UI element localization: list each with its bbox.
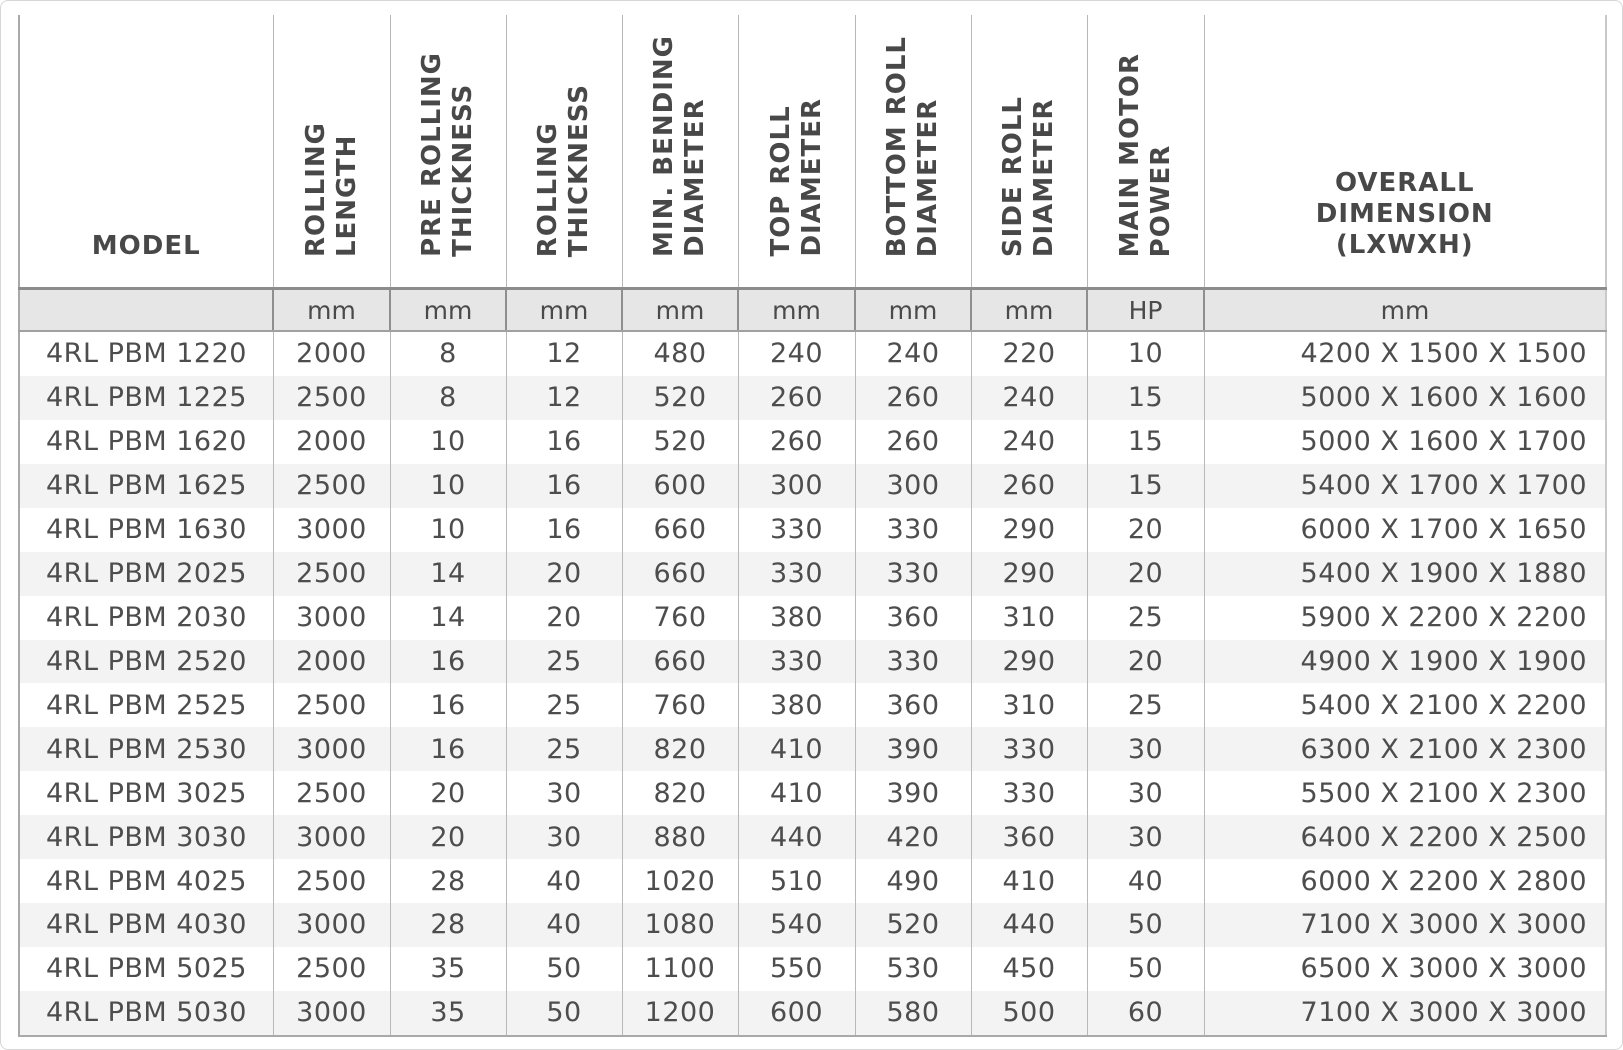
header-pre-rolling-thickness bbox=[390, 15, 506, 289]
cell-min-bending-diameter: 480 bbox=[622, 331, 738, 376]
cell-rolling-thickness: 30 bbox=[506, 771, 622, 815]
cell-rolling-thickness: 25 bbox=[506, 640, 622, 684]
cell-min-bending-diameter: 1080 bbox=[622, 903, 738, 947]
cell-rolling-thickness: 25 bbox=[506, 683, 622, 727]
cell-side-roll-diameter: 310 bbox=[971, 596, 1087, 640]
header-bottom-roll-diameter bbox=[855, 15, 971, 289]
cell-min-bending-diameter: 520 bbox=[622, 420, 738, 464]
cell-top-roll-diameter: 600 bbox=[738, 991, 855, 1036]
unit-cell: mm bbox=[506, 289, 622, 332]
cell-side-roll-diameter: 240 bbox=[971, 376, 1087, 420]
header-label-line: DIAMETER bbox=[1029, 98, 1059, 257]
header-rolling-thickness bbox=[506, 15, 622, 289]
cell-bottom-roll-diameter: 300 bbox=[855, 464, 971, 508]
header-label-line: DIMENSION bbox=[1315, 199, 1494, 229]
table-row bbox=[19, 420, 1606, 464]
table-row bbox=[19, 771, 1606, 815]
cell-bottom-roll-diameter: 520 bbox=[855, 903, 971, 947]
cell-model: 4RL PBM 3030 bbox=[19, 815, 273, 859]
cell-min-bending-diameter: 1100 bbox=[622, 947, 738, 991]
header-label-line: POWER bbox=[1145, 144, 1176, 257]
header-label-line: MAIN MOTOR bbox=[1114, 52, 1145, 257]
cell-main-motor-power: 20 bbox=[1087, 640, 1204, 684]
cell-top-roll-diameter: 260 bbox=[738, 376, 855, 420]
cell-main-motor-power: 50 bbox=[1087, 903, 1204, 947]
cell-pre-rolling-thickness: 10 bbox=[390, 508, 506, 552]
cell-bottom-roll-diameter: 390 bbox=[855, 771, 971, 815]
header-label-line: OVERALL bbox=[1334, 168, 1475, 198]
cell-side-roll-diameter: 260 bbox=[971, 464, 1087, 508]
cell-min-bending-diameter: 760 bbox=[622, 596, 738, 640]
cell-bottom-roll-diameter: 330 bbox=[855, 640, 971, 684]
cell-top-roll-diameter: 330 bbox=[738, 640, 855, 684]
cell-overall-dimension: 4200 X 1500 X 1500 bbox=[1204, 331, 1606, 376]
cell-side-roll-diameter: 330 bbox=[971, 727, 1087, 771]
cell-rolling-length: 2000 bbox=[273, 640, 390, 684]
cell-top-roll-diameter: 540 bbox=[738, 903, 855, 947]
table-row bbox=[19, 376, 1606, 420]
cell-rolling-length: 2500 bbox=[273, 552, 390, 596]
cell-overall-dimension: 5900 X 2200 X 2200 bbox=[1204, 596, 1606, 640]
header-label-line: SIDE ROLL bbox=[998, 95, 1028, 257]
cell-top-roll-diameter: 300 bbox=[738, 464, 855, 508]
cell-rolling-length: 2500 bbox=[273, 376, 390, 420]
cell-side-roll-diameter: 450 bbox=[971, 947, 1087, 991]
cell-top-roll-diameter: 380 bbox=[738, 596, 855, 640]
cell-bottom-roll-diameter: 390 bbox=[855, 727, 971, 771]
cell-pre-rolling-thickness: 14 bbox=[390, 596, 506, 640]
cell-model: 4RL PBM 1220 bbox=[19, 331, 273, 376]
table-row bbox=[19, 903, 1606, 947]
cell-pre-rolling-thickness: 20 bbox=[390, 815, 506, 859]
table-row bbox=[19, 464, 1606, 508]
cell-rolling-length: 3000 bbox=[273, 727, 390, 771]
cell-min-bending-diameter: 880 bbox=[622, 815, 738, 859]
cell-side-roll-diameter: 310 bbox=[971, 683, 1087, 727]
cell-rolling-thickness: 12 bbox=[506, 331, 622, 376]
cell-top-roll-diameter: 550 bbox=[738, 947, 855, 991]
cell-min-bending-diameter: 1200 bbox=[622, 991, 738, 1036]
cell-overall-dimension: 7100 X 3000 X 3000 bbox=[1204, 903, 1606, 947]
cell-overall-dimension: 6500 X 3000 X 3000 bbox=[1204, 947, 1606, 991]
cell-rolling-length: 2500 bbox=[273, 683, 390, 727]
cell-bottom-roll-diameter: 360 bbox=[855, 683, 971, 727]
header-label-line: TOP ROLL bbox=[765, 105, 796, 257]
cell-rolling-length: 2500 bbox=[273, 947, 390, 991]
cell-side-roll-diameter: 240 bbox=[971, 420, 1087, 464]
cell-model: 4RL PBM 5030 bbox=[19, 991, 273, 1036]
cell-model: 4RL PBM 2525 bbox=[19, 683, 273, 727]
header-min-bending-diameter bbox=[622, 15, 738, 289]
cell-top-roll-diameter: 260 bbox=[738, 420, 855, 464]
cell-main-motor-power: 15 bbox=[1087, 464, 1204, 508]
cell-model: 4RL PBM 1620 bbox=[19, 420, 273, 464]
cell-bottom-roll-diameter: 580 bbox=[855, 991, 971, 1036]
cell-main-motor-power: 30 bbox=[1087, 815, 1204, 859]
header-label-line: DIAMETER bbox=[913, 98, 943, 257]
cell-side-roll-diameter: 440 bbox=[971, 903, 1087, 947]
cell-rolling-thickness: 16 bbox=[506, 420, 622, 464]
cell-main-motor-power: 25 bbox=[1087, 596, 1204, 640]
cell-bottom-roll-diameter: 260 bbox=[855, 420, 971, 464]
cell-model: 4RL PBM 1630 bbox=[19, 508, 273, 552]
cell-rolling-thickness: 16 bbox=[506, 508, 622, 552]
cell-side-roll-diameter: 290 bbox=[971, 640, 1087, 684]
cell-overall-dimension: 6300 X 2100 X 2300 bbox=[1204, 727, 1606, 771]
cell-top-roll-diameter: 380 bbox=[738, 683, 855, 727]
table-row bbox=[19, 331, 1606, 376]
header-label-line: PRE ROLLING bbox=[417, 52, 447, 257]
cell-top-roll-diameter: 510 bbox=[738, 859, 855, 903]
cell-model: 4RL PBM 1625 bbox=[19, 464, 273, 508]
cell-rolling-thickness: 25 bbox=[506, 727, 622, 771]
cell-pre-rolling-thickness: 16 bbox=[390, 727, 506, 771]
cell-model: 4RL PBM 2025 bbox=[19, 552, 273, 596]
cell-side-roll-diameter: 500 bbox=[971, 991, 1087, 1036]
cell-top-roll-diameter: 410 bbox=[738, 727, 855, 771]
cell-pre-rolling-thickness: 28 bbox=[390, 903, 506, 947]
cell-top-roll-diameter: 330 bbox=[738, 508, 855, 552]
cell-rolling-thickness: 50 bbox=[506, 947, 622, 991]
cell-overall-dimension: 5400 X 1700 X 1700 bbox=[1204, 464, 1606, 508]
cell-side-roll-diameter: 360 bbox=[971, 815, 1087, 859]
cell-min-bending-diameter: 660 bbox=[622, 508, 738, 552]
cell-overall-dimension: 6400 X 2200 X 2500 bbox=[1204, 815, 1606, 859]
cell-overall-dimension: 7100 X 3000 X 3000 bbox=[1204, 991, 1606, 1036]
unit-cell: mm bbox=[273, 289, 390, 332]
cell-bottom-roll-diameter: 260 bbox=[855, 376, 971, 420]
cell-rolling-length: 2500 bbox=[273, 464, 390, 508]
cell-top-roll-diameter: 440 bbox=[738, 815, 855, 859]
table-row bbox=[19, 596, 1606, 640]
table-row bbox=[19, 947, 1606, 991]
cell-overall-dimension: 4900 X 1900 X 1900 bbox=[1204, 640, 1606, 684]
cell-pre-rolling-thickness: 10 bbox=[390, 420, 506, 464]
cell-rolling-length: 3000 bbox=[273, 508, 390, 552]
cell-rolling-thickness: 20 bbox=[506, 596, 622, 640]
unit-cell: mm bbox=[855, 289, 971, 332]
cell-model: 4RL PBM 2530 bbox=[19, 727, 273, 771]
table-row bbox=[19, 727, 1606, 771]
cell-top-roll-diameter: 410 bbox=[738, 771, 855, 815]
cell-min-bending-diameter: 820 bbox=[622, 771, 738, 815]
cell-pre-rolling-thickness: 20 bbox=[390, 771, 506, 815]
header-label-line: THICKNESS bbox=[564, 83, 594, 257]
table-row bbox=[19, 508, 1606, 552]
cell-model: 4RL PBM 5025 bbox=[19, 947, 273, 991]
table-row bbox=[19, 640, 1606, 684]
table-row bbox=[19, 552, 1606, 596]
cell-rolling-length: 3000 bbox=[273, 903, 390, 947]
unit-cell bbox=[19, 289, 273, 332]
cell-side-roll-diameter: 290 bbox=[971, 552, 1087, 596]
header-top-roll-diameter bbox=[738, 15, 855, 289]
cell-overall-dimension: 5400 X 2100 X 2200 bbox=[1204, 683, 1606, 727]
cell-side-roll-diameter: 410 bbox=[971, 859, 1087, 903]
table-row bbox=[19, 815, 1606, 859]
header-model-label: MODEL bbox=[91, 231, 201, 261]
cell-model: 4RL PBM 3025 bbox=[19, 771, 273, 815]
cell-model: 4RL PBM 1225 bbox=[19, 376, 273, 420]
header-label-line: LENGTH bbox=[331, 134, 362, 257]
table-row bbox=[19, 683, 1606, 727]
cell-overall-dimension: 5500 X 2100 X 2300 bbox=[1204, 771, 1606, 815]
header-label-line: (LXWXH) bbox=[1335, 230, 1474, 260]
cell-side-roll-diameter: 290 bbox=[971, 508, 1087, 552]
cell-main-motor-power: 30 bbox=[1087, 727, 1204, 771]
header-rolling-length bbox=[273, 15, 390, 289]
unit-cell: HP bbox=[1087, 289, 1204, 332]
cell-pre-rolling-thickness: 16 bbox=[390, 683, 506, 727]
cell-top-roll-diameter: 330 bbox=[738, 552, 855, 596]
cell-rolling-length: 3000 bbox=[273, 815, 390, 859]
cell-bottom-roll-diameter: 240 bbox=[855, 331, 971, 376]
table-row bbox=[19, 859, 1606, 903]
cell-bottom-roll-diameter: 330 bbox=[855, 508, 971, 552]
header-overall-dimension bbox=[1204, 15, 1606, 289]
cell-bottom-roll-diameter: 490 bbox=[855, 859, 971, 903]
cell-rolling-thickness: 30 bbox=[506, 815, 622, 859]
cell-main-motor-power: 50 bbox=[1087, 947, 1204, 991]
cell-main-motor-power: 20 bbox=[1087, 508, 1204, 552]
header-label-line: DIAMETER bbox=[680, 98, 710, 257]
unit-cell: mm bbox=[1204, 289, 1606, 332]
cell-min-bending-diameter: 600 bbox=[622, 464, 738, 508]
unit-cell: mm bbox=[971, 289, 1087, 332]
cell-min-bending-diameter: 760 bbox=[622, 683, 738, 727]
cell-main-motor-power: 15 bbox=[1087, 376, 1204, 420]
cell-pre-rolling-thickness: 10 bbox=[390, 464, 506, 508]
cell-overall-dimension: 5000 X 1600 X 1600 bbox=[1204, 376, 1606, 420]
header-label-line: THICKNESS bbox=[448, 83, 478, 257]
table-body bbox=[19, 331, 1606, 1036]
cell-rolling-thickness: 40 bbox=[506, 859, 622, 903]
cell-model: 4RL PBM 4030 bbox=[19, 903, 273, 947]
cell-main-motor-power: 20 bbox=[1087, 552, 1204, 596]
header-side-roll-diameter bbox=[971, 15, 1087, 289]
unit-cell: mm bbox=[622, 289, 738, 332]
cell-pre-rolling-thickness: 8 bbox=[390, 331, 506, 376]
cell-pre-rolling-thickness: 28 bbox=[390, 859, 506, 903]
cell-overall-dimension: 5400 X 1900 X 1880 bbox=[1204, 552, 1606, 596]
cell-top-roll-diameter: 240 bbox=[738, 331, 855, 376]
cell-min-bending-diameter: 660 bbox=[622, 640, 738, 684]
header-label-line: DIAMETER bbox=[796, 98, 827, 257]
cell-overall-dimension: 6000 X 1700 X 1650 bbox=[1204, 508, 1606, 552]
cell-pre-rolling-thickness: 35 bbox=[390, 991, 506, 1036]
cell-rolling-length: 3000 bbox=[273, 596, 390, 640]
cell-rolling-length: 2500 bbox=[273, 771, 390, 815]
cell-pre-rolling-thickness: 35 bbox=[390, 947, 506, 991]
header-main-motor-power bbox=[1087, 15, 1204, 289]
cell-bottom-roll-diameter: 530 bbox=[855, 947, 971, 991]
cell-side-roll-diameter: 220 bbox=[971, 331, 1087, 376]
cell-rolling-thickness: 40 bbox=[506, 903, 622, 947]
cell-rolling-length: 2000 bbox=[273, 331, 390, 376]
cell-model: 4RL PBM 2520 bbox=[19, 640, 273, 684]
table-row bbox=[19, 991, 1606, 1036]
cell-pre-rolling-thickness: 16 bbox=[390, 640, 506, 684]
cell-pre-rolling-thickness: 14 bbox=[390, 552, 506, 596]
units-row bbox=[19, 289, 1606, 332]
cell-rolling-length: 2000 bbox=[273, 420, 390, 464]
cell-model: 4RL PBM 2030 bbox=[19, 596, 273, 640]
cell-side-roll-diameter: 330 bbox=[971, 771, 1087, 815]
cell-main-motor-power: 10 bbox=[1087, 331, 1204, 376]
cell-rolling-length: 3000 bbox=[273, 991, 390, 1036]
header-label-line: ROLLING bbox=[533, 121, 563, 257]
cell-rolling-thickness: 50 bbox=[506, 991, 622, 1036]
cell-main-motor-power: 15 bbox=[1087, 420, 1204, 464]
cell-min-bending-diameter: 660 bbox=[622, 552, 738, 596]
cell-main-motor-power: 30 bbox=[1087, 771, 1204, 815]
cell-min-bending-diameter: 1020 bbox=[622, 859, 738, 903]
cell-overall-dimension: 5000 X 1600 X 1700 bbox=[1204, 420, 1606, 464]
cell-main-motor-power: 40 bbox=[1087, 859, 1204, 903]
specification-table bbox=[18, 15, 1607, 1037]
header-row bbox=[19, 15, 1606, 289]
cell-pre-rolling-thickness: 8 bbox=[390, 376, 506, 420]
cell-rolling-thickness: 20 bbox=[506, 552, 622, 596]
cell-min-bending-diameter: 820 bbox=[622, 727, 738, 771]
cell-min-bending-diameter: 520 bbox=[622, 376, 738, 420]
cell-model: 4RL PBM 4025 bbox=[19, 859, 273, 903]
unit-cell: mm bbox=[390, 289, 506, 332]
cell-bottom-roll-diameter: 420 bbox=[855, 815, 971, 859]
unit-cell: mm bbox=[738, 289, 855, 332]
header-model bbox=[19, 15, 273, 289]
cell-bottom-roll-diameter: 330 bbox=[855, 552, 971, 596]
cell-main-motor-power: 25 bbox=[1087, 683, 1204, 727]
header-label-line: ROLLING bbox=[300, 121, 331, 257]
cell-overall-dimension: 6000 X 2200 X 2800 bbox=[1204, 859, 1606, 903]
cell-rolling-thickness: 16 bbox=[506, 464, 622, 508]
cell-main-motor-power: 60 bbox=[1087, 991, 1204, 1036]
header-label-line: MIN. BENDING bbox=[649, 35, 679, 257]
cell-rolling-thickness: 12 bbox=[506, 376, 622, 420]
header-label-line: BOTTOM ROLL bbox=[882, 35, 912, 257]
cell-bottom-roll-diameter: 360 bbox=[855, 596, 971, 640]
cell-rolling-length: 2500 bbox=[273, 859, 390, 903]
